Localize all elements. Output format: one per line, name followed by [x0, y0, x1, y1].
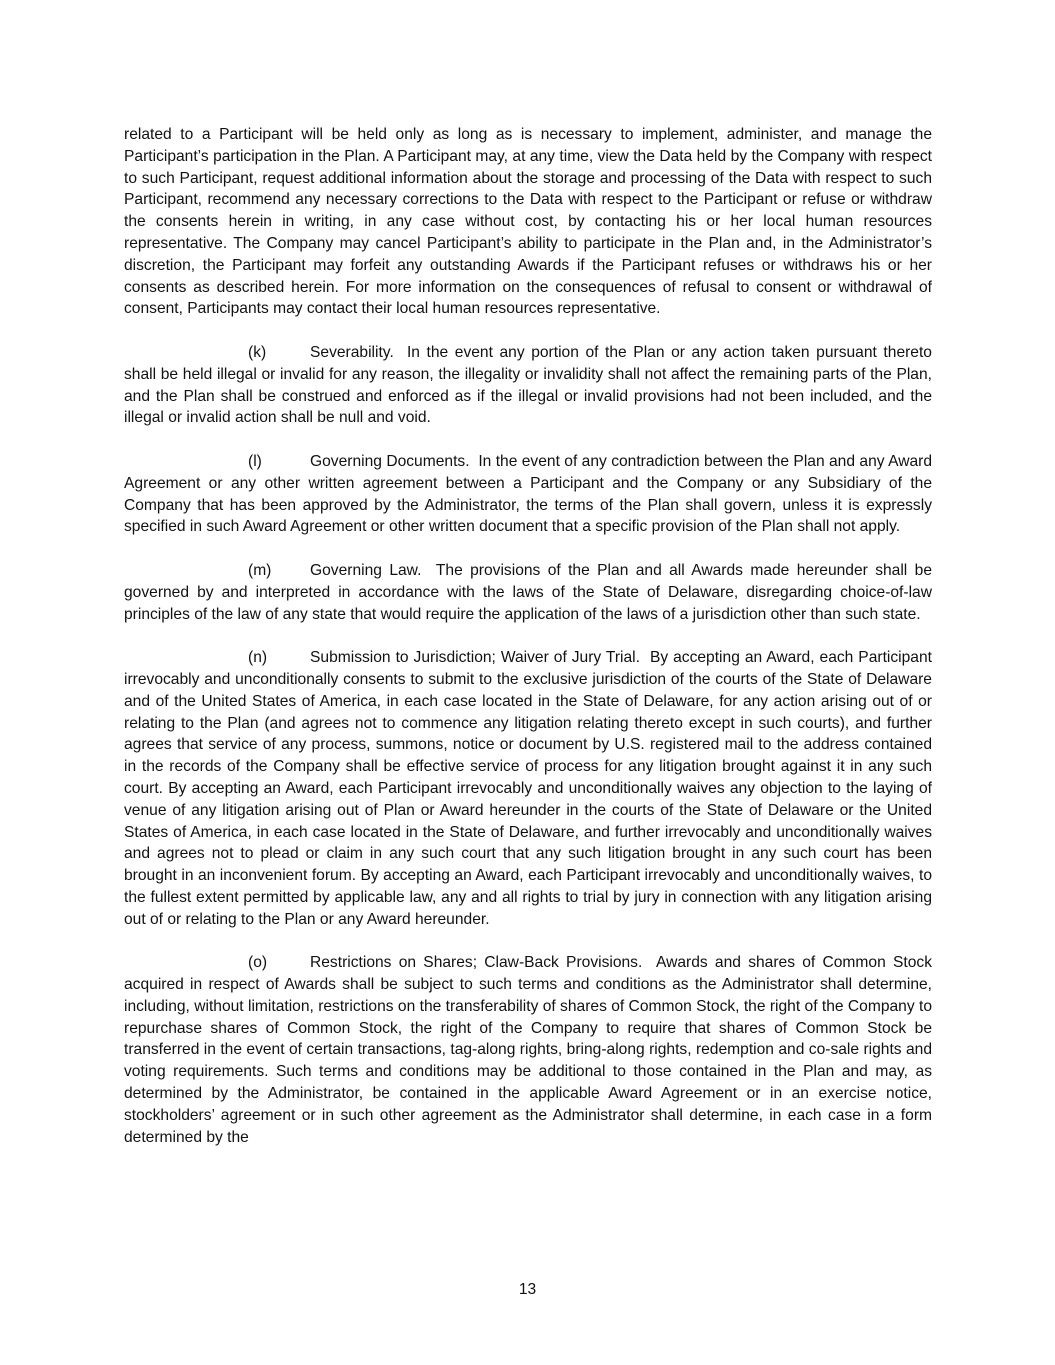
section-text: In the event any portion of the Plan or any action taken pursuant thereto shall be held illegal or invalid for any reason, the illegality or invalidity shall not affect the remaining parts of the Plan, and the Plan shall be construed and enforced as if the illegal or invalid provisions had not been included, and the illegal or invalid action shall be null and void.	[124, 343, 932, 427]
section-number: (o)	[248, 954, 268, 972]
section-heading: Restrictions on Shares; Claw-Back Provisions.	[310, 954, 643, 972]
section-number: (m)	[248, 561, 272, 579]
section-text: In the event of any contradiction between the Plan and any Award Agreement or any other written agreement between a Participant and the Company or any Subsidiary of the Company that has been approved by the Administrator, the terms of the Plan shall govern, unless it is expressly specified in such Award Agreement or other written document that a specific provision of the Plan shall not apply.	[124, 452, 932, 536]
section-m	[124, 560, 932, 625]
section-k	[124, 342, 932, 429]
continuation-paragraph: related to a Participant will be held only as long as is necessary to implement, administer, and manage the Participant’s participation in the Plan. A Participant may, at any time, view the Data held by the Company with respect to such Participant, request additional information about the storage and processing of the Data with respect to such Participant, recommend any necessary corrections to the Data with respect to the Participant or refuse or withdraw the consents herein in writing, in any case without cost, by contacting his or her local human resources representative. The Company may cancel Participant’s ability to participate in the Plan and, in the Administrator’s discretion, the Participant may forfeit any outstanding Awards if the Participant refuses or withdraws his or her consents as described herein. For more information on the consequences of refusal to consent or withdrawal of consent, Participants may contact their local human resources representative.	[124, 126, 932, 318]
section-heading: Submission to Jurisdiction; Waiver of Jury Trial.	[310, 649, 640, 667]
section-number: (k)	[248, 343, 267, 361]
section-heading: Severability.	[310, 343, 394, 361]
section-n	[124, 647, 932, 930]
section-text: By accepting an Award, each Participant irrevocably and unconditionally consents to submit to the exclusive jurisdiction of the courts of the State of Delaware and of the United States of America, in each case located in the State of Delaware, for any action arising out of or relating to the Plan (and agrees not to commence any litigation relating thereto except in such courts), and further agrees that service of any process, summons, notice or document by U.S. registered mail to the address contained in the records of the Company shall be effective service of process for any litigation brought against it in any such court. By accepting an Award, each Participant irrevocably and unconditionally waives any objection to the laying of venue of any litigation arising out of Plan or Award hereunder in the courts of the State of Delaware or the United States of America, in each case located in the State of Delaware, and further irrevocably and unconditionally waives and agrees not to plead or claim in any such court that any such litigation brought in any such court has been brought in an inconvenient forum. By accepting an Award, each Participant irrevocably and unconditionally waives, to the fullest extent permitted by applicable law, any and all rights to trial by jury in connection with any litigation arising out of or relating to the Plan or any Award hereunder.	[124, 649, 932, 928]
section-text: Awards and shares of Common Stock acquired in respect of Awards shall be subject to such terms and conditions as the Administrator shall determine, including, without limitation, restrictions on the transferability of shares of Common Stock, the right of the Company to repurchase shares of Common Stock, the right of the Company to require that shares of Common Stock be transferred in the event of certain transactions, tag-along rights, bring-along rights, redemption and co-sale rights and voting requirements. Such terms and conditions may be additional to those contained in the Plan and may, as determined by the Administrator, be contained in the applicable Award Agreement or in an exercise notice, stockholders’ agreement or in such other agreement as the Administrator shall determine, in each case in a form determined by the	[124, 954, 933, 1146]
section-o	[124, 952, 932, 1148]
page-number: 13	[518, 1281, 537, 1298]
section-heading: Governing Law.	[310, 561, 422, 579]
document-page	[124, 124, 932, 1148]
section-l	[124, 451, 932, 538]
section-number: (n)	[248, 649, 268, 667]
section-number: (l)	[248, 452, 262, 470]
section-heading: Governing Documents.	[310, 452, 470, 470]
section-text: The provisions of the Plan and all Awards made hereunder shall be governed by and interpreted in accordance with the laws of the State of Delaware, disregarding choice-of-law principles of the law of any state that would require the application of the laws of a jurisdiction other than such state.	[124, 561, 932, 623]
